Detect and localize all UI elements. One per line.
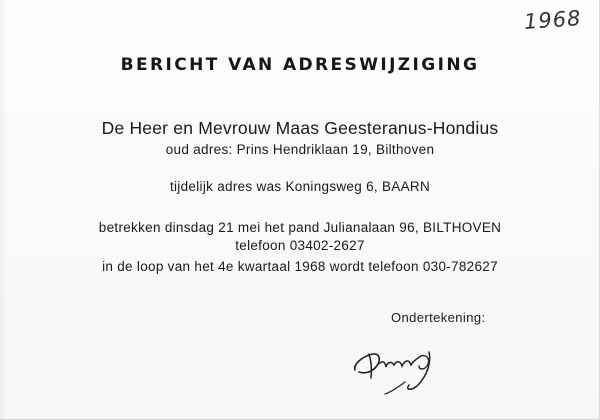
- old-address: oud adres: Prins Hendriklaan 19, Bilthoven: [165, 142, 435, 157]
- card-title: BERICHT VAN ADRESWIJZIGING: [120, 55, 480, 75]
- future-phone: in de loop van het 4e kwartaal 1968 wordt telefoon 030-782627: [102, 259, 498, 274]
- sender-names: De Heer en Mevrouw Maas Geesteranus-Hondius: [101, 118, 499, 138]
- new-address: betrekken dinsdag 21 mei het pand Julianalaan 96, BILTHOVEN: [98, 220, 502, 235]
- handwritten-year: 1968: [523, 6, 583, 34]
- new-phone: telefoon 03402-2627: [235, 238, 365, 253]
- signature-icon: [345, 330, 455, 400]
- temporary-address: tijdelijk adres was Koningsweg 6, BAARN: [169, 179, 431, 194]
- signature-label: Ondertekening:: [391, 310, 486, 325]
